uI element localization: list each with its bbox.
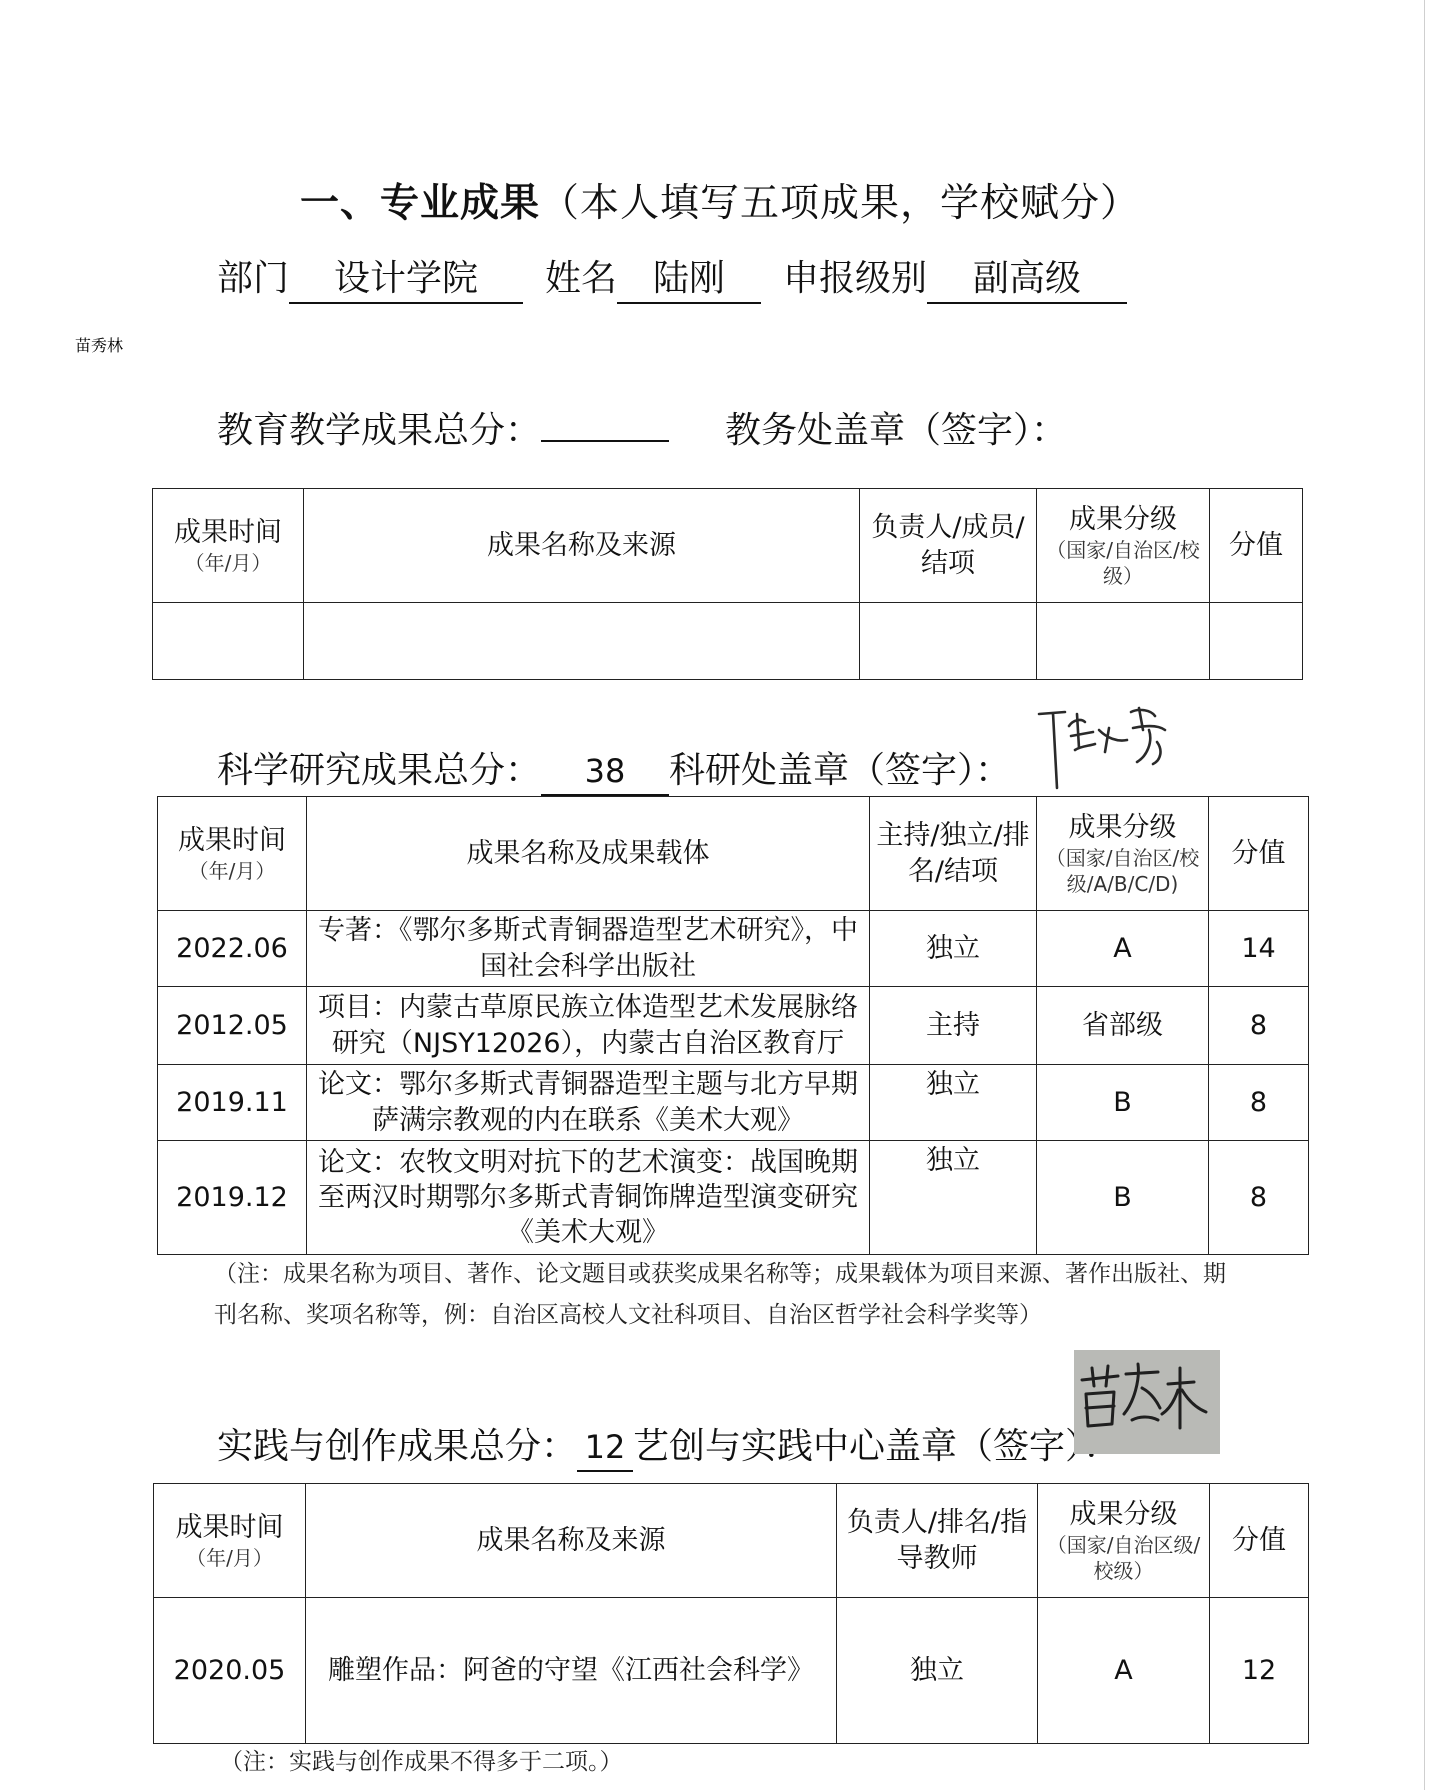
col-person-header: 负责人/排名/指导教师	[837, 1484, 1038, 1598]
teaching-summary	[217, 402, 1067, 453]
col-score-header: 分值	[1209, 797, 1309, 911]
table-row: 2020.05 雕塑作品：阿爸的守望《江西社会科学》 独立 A 12	[154, 1598, 1309, 1744]
research-header-row	[158, 797, 1309, 911]
practice-table	[153, 1483, 1309, 1744]
col-name-header: 成果名称及成果载体	[307, 797, 870, 911]
col-score-header: 分值	[1210, 489, 1303, 603]
level-value: 副高级	[927, 256, 1127, 304]
teaching-table	[152, 488, 1303, 680]
col-name-header: 成果名称及来源	[306, 1484, 837, 1598]
applicant-info	[217, 250, 1127, 304]
teaching-seal-label: 教务处盖章（签字）：	[725, 410, 1068, 451]
col-name-header: 成果名称及来源	[304, 489, 860, 603]
page-edge-line	[1424, 0, 1425, 1790]
col-grade-header: 成果分级 （国家/自治区级/校级）	[1038, 1484, 1210, 1598]
table-row: 2022.06 专著：《鄂尔多斯式青铜器造型艺术研究》，中国社会科学出版社 独立 A 14	[158, 911, 1309, 987]
dept-value: 设计学院	[289, 256, 523, 304]
col-time-header: 成果时间 （年/月）	[153, 489, 304, 603]
page-title	[0, 172, 1440, 228]
research-score: 38	[541, 748, 669, 796]
col-person-header: 主持/独立/排名/结项	[870, 797, 1037, 911]
table-row	[153, 603, 1303, 680]
practice-label: 实践与创作成果总分：	[217, 1426, 578, 1467]
level-label: 申报级别	[783, 258, 928, 299]
name-label: 姓名	[545, 258, 618, 299]
dept-label: 部门	[217, 258, 290, 299]
col-time-header: 成果时间 （年/月）	[154, 1484, 306, 1598]
teaching-score	[541, 440, 669, 442]
title-paren: （本人填写五项成果，学校赋分）	[540, 181, 1141, 226]
research-table	[157, 796, 1309, 1255]
table-row: 2019.11 论文：鄂尔多斯式青铜器造型主题与北方早期萨满宗教观的内在联系《美术大观》 独立 B 8	[158, 1065, 1309, 1141]
research-note: （注：成果名称为项目、著作、论文题目或获奖成果名称等；成果载体为项目来源、著作出版社、期刊名称、奖项名称等，例：自治区高校人文社科项目、自治区哲学社会科学奖等）	[214, 1261, 1226, 1328]
practice-score: 12	[577, 1424, 633, 1472]
col-score-header: 分值	[1210, 1484, 1309, 1598]
practice-header-row	[154, 1484, 1309, 1598]
col-grade-header: 成果分级 （国家/自治区/校级）	[1037, 489, 1210, 603]
research-label: 科学研究成果总分：	[217, 750, 542, 791]
practice-note: （注：实践与创作成果不得多于二项。）	[220, 1749, 623, 1775]
col-person-header: 负责人/成员/结项	[860, 489, 1037, 603]
table-row: 2019.12 论文：农牧文明对抗下的艺术演变：战国晚期至两汉时期鄂尔多斯式青铜饰牌造型演变研究《美术大观》 独立 B 8	[158, 1141, 1309, 1255]
title-bold: 一、专业成果	[299, 180, 540, 226]
practice-summary	[217, 1418, 1119, 1472]
name-value: 陆刚	[617, 256, 761, 304]
col-time-header: 成果时间 （年/月）	[158, 797, 307, 911]
practice-seal-label: 艺创与实践中心盖章（签字）：	[633, 1426, 1120, 1467]
research-summary	[217, 742, 1011, 796]
teaching-label: 教育教学成果总分：	[217, 410, 542, 451]
research-signature	[1035, 700, 1185, 790]
practice-signature-text: 苗秀林	[75, 336, 124, 355]
col-grade-header: 成果分级 （国家/自治区/校级/A/B/C/D)	[1037, 797, 1209, 911]
table-row: 2012.05 项目：内蒙古草原民族立体造型艺术发展脉络研究（NJSY12026），内蒙古自治区教育厅 主持 省部级 8	[158, 987, 1309, 1065]
teaching-header-row	[153, 489, 1303, 603]
research-seal-label: 科研处盖章（签字）：	[669, 750, 1012, 791]
